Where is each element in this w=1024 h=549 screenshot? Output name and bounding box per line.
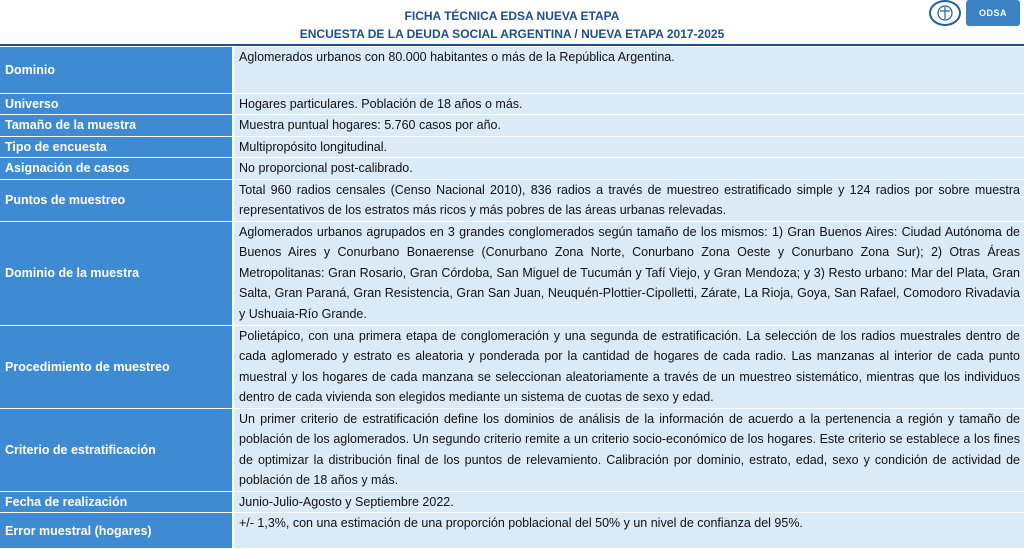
row-label: Dominio de la muestra [0,221,233,325]
row-value: Polietápico, con una primera etapa de conglomeración y una segunda de estratificación. La selección de los radios muestrales dentro de cada aglomerado y estrato es aleatoria y ponderada por la cantidad de hogares de cada radio. Las manzanas al interior de cada punto muestral y los hogares de cada manzana se seleccionan aleatoriamente a través de un muestreo sistemático, mientras que los individuos dentro de cada vivienda son elegidos mediante un sistema de cuotas de sexo y edad. [233,325,1024,408]
table-row [0,179,1024,221]
row-label: Dominio [0,47,233,93]
row-label: Tamaño de la muestra [0,115,233,137]
row-value: Hogares particulares. Población de 18 años o más. [233,93,1024,115]
row-value: No proporcional post-calibrado. [233,158,1024,180]
odsa-logo: ODSA [966,0,1020,26]
table-row [0,221,1024,325]
table-row [0,408,1024,491]
row-value: Multipropósito longitudinal. [233,136,1024,158]
table-row [0,47,1024,93]
page-subtitle: ENCUESTA DE LA DEUDA SOCIAL ARGENTINA / NUEVA ETAPA 2017-2025 [299,27,725,41]
row-label: Criterio de estratificación [0,408,233,491]
table-row [0,158,1024,180]
row-value: +/- 1,3%, con una estimación de una proporción poblacional del 50% y un nivel de confianza del 95%. [233,513,1024,549]
row-value: Muestra puntual hogares: 5.760 casos por año. [233,115,1024,137]
page-title: FICHA TÉCNICA EDSA NUEVA ETAPA [404,9,620,23]
row-value: Aglomerados urbanos agrupados en 3 grandes conglomerados según tamaño de los mismos: 1) Gran Buenos Aires: Ciudad Autónoma de Buenos Aires y Conurbano Bonaerense (Conurbano Zona Norte, Conurbano Zona Oeste y Conurbano Zona Sur); 2) Otras Áreas Metropolitanas: Gran Rosario, Gran Córdoba, San Miguel de Tucumán y Tafí Viejo, y Gran Mendoza; y 3) Resto urbano: Mar del Plata, Gran Salta, Gran Paraná, Gran Resistencia, Gran San Juan, Neuquén-Plottier-Cipolletti, Zárate, La Rioja, Goya, San Rafael, Comodoro Rivadavia y Ushuaia-Río Grande. [233,221,1024,325]
row-label: Universo [0,93,233,115]
row-value: Total 960 radios censales (Censo Nacional 2010), 836 radios a través de muestreo estratificado simple y 124 radios por sobre muestra representativos de los estratos más ricos y más pobres de las áreas urbanas relevadas. [233,179,1024,221]
header [0,0,1024,44]
header-divider [0,44,1024,46]
table-row [0,491,1024,513]
row-label: Puntos de muestreo [0,179,233,221]
row-value: Junio-Julio-Agosto y Septiembre 2022. [233,491,1024,513]
row-label: Procedimiento de muestreo [0,325,233,408]
table-row [0,136,1024,158]
table-row [0,513,1024,549]
row-value: Aglomerados urbanos con 80.000 habitantes o más de la República Argentina. [233,47,1024,93]
row-label: Error muestral (hogares) [0,513,233,549]
table-row [0,325,1024,408]
uca-seal-logo [929,0,961,26]
row-label: Fecha de realización [0,491,233,513]
table-row [0,93,1024,115]
row-label: Asignación de casos [0,158,233,180]
row-value: Un primer criterio de estratificación define los dominios de análisis de la información de acuerdo a la pertenencia a región y tamaño de población de los aglomerados. Un segundo criterio remite a un criterio socio-económico de los hogares. Este criterio se establece a los fines de optimizar la distribución final de los puntos de relevamiento. Calibración por dominio, estrato, edad, sexo y condición de actividad de población de 18 años y más. [233,408,1024,491]
technical-sheet-table [0,47,1024,549]
table-row [0,115,1024,137]
row-label: Tipo de encuesta [0,136,233,158]
